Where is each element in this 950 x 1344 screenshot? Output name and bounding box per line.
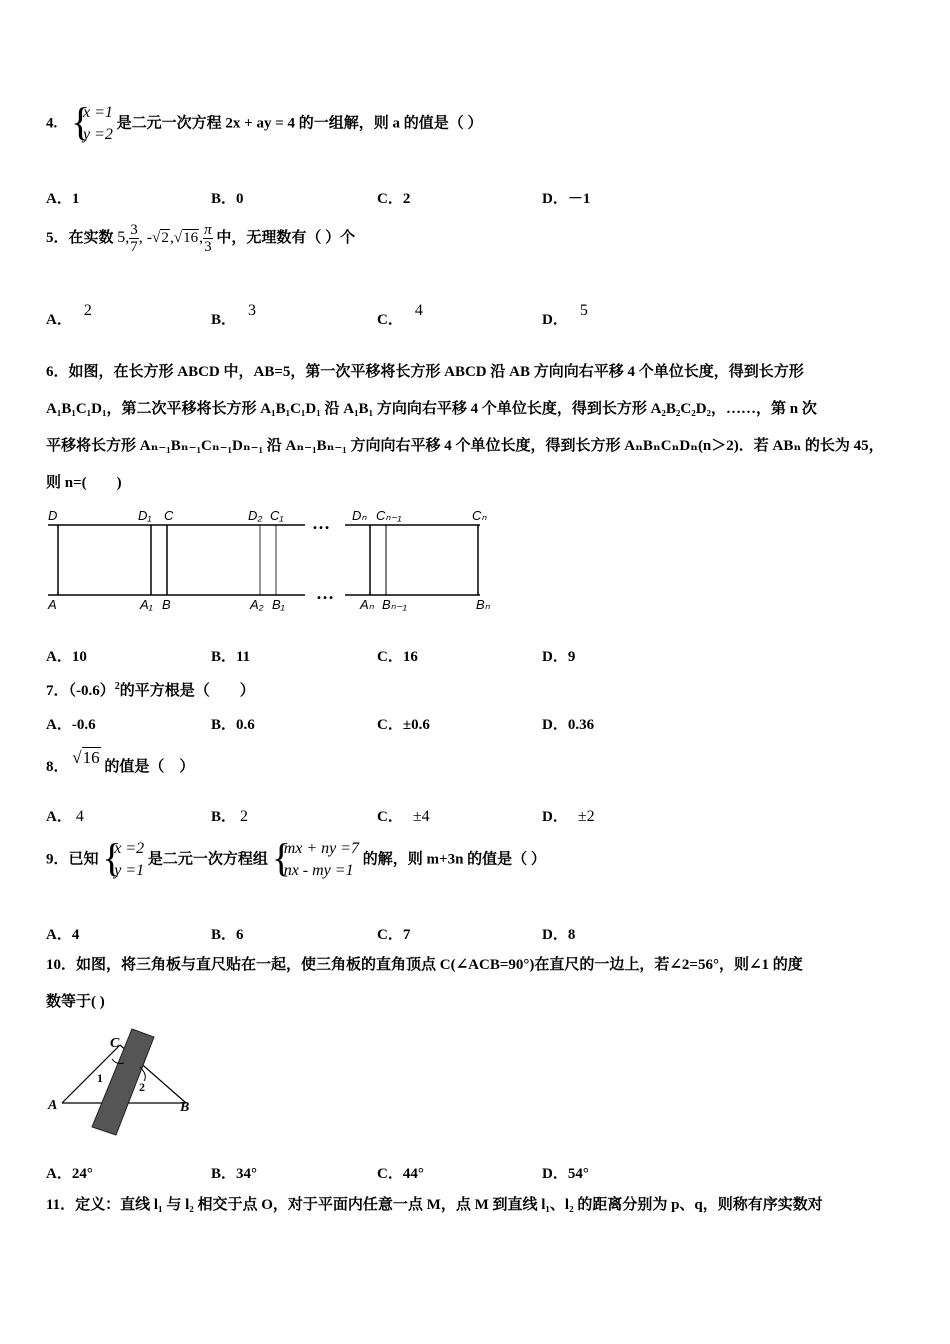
question-7 bbox=[46, 679, 255, 700]
fig6-label-Dn: Dₙ bbox=[352, 508, 367, 523]
q9-eq-y: y =1 bbox=[114, 862, 145, 879]
q9-option-a[interactable]: A．4 bbox=[46, 927, 80, 943]
q9-mid-text: 是二元一次方程组 bbox=[147, 851, 268, 868]
fig6-label-B: B bbox=[162, 597, 171, 612]
q5-sep1: , - bbox=[138, 228, 153, 246]
q10-option-c[interactable]: C．44° bbox=[377, 1166, 424, 1182]
q8-option-c[interactable]: C． ±4 bbox=[377, 808, 430, 825]
q10-triangle-ruler-figure bbox=[44, 1025, 204, 1143]
q5-pi-fraction: $\frac{\pi}{3}$ bbox=[204, 222, 212, 255]
q6-line4: 则 n=( ) bbox=[46, 475, 122, 491]
q7-sup: 2 bbox=[114, 681, 120, 692]
question-8 bbox=[46, 748, 195, 776]
q5-option-a[interactable]: A．2 bbox=[46, 302, 92, 328]
q6-line1: 6．如图，在长方形 ABCD 中，AB=5，第一次平移将长方形 ABCD 沿 AB 方向向右平移 4 个单位长度，得到长方形 bbox=[46, 364, 804, 380]
question-11 bbox=[46, 1187, 906, 1224]
fig6-label-A1: A₁ bbox=[140, 597, 153, 612]
q7-option-d[interactable]: D．0.36 bbox=[542, 717, 595, 733]
q4-option-a[interactable]: A．1 bbox=[46, 191, 80, 207]
q4-option-b[interactable]: B．0 bbox=[211, 191, 244, 207]
q6-option-c[interactable]: C．16 bbox=[377, 649, 418, 665]
fig6-label-D: D bbox=[48, 508, 58, 523]
q5-fraction: $\frac{3}{7}$ bbox=[130, 222, 138, 255]
fig6-label-Bn1: Bₙ₋₁ bbox=[382, 597, 407, 612]
q4-eq-y: y =2 bbox=[83, 126, 113, 143]
q4-option-c[interactable]: C．2 bbox=[377, 191, 411, 207]
question-5-text: 中，无理数有（ ）个 bbox=[216, 229, 356, 246]
q5-num-5: 5, bbox=[117, 228, 130, 246]
q5-sqrt16: √16 bbox=[173, 229, 199, 246]
fig6-label-A2: A₂ bbox=[250, 597, 264, 612]
fig6-label-D1: D₁ bbox=[138, 508, 152, 523]
q6-line3: 平移将长方形 Aₙ₋₁Bₙ₋₁Cₙ₋₁Dₙ₋₁ 沿 Aₙ₋₁Bₙ₋₁ 方向向右平移 4 个单位长度，得到长方形 AₙBₙCₙDₙ(n＞2)．若 ABₙ 的长为 45， bbox=[46, 438, 884, 454]
q6-line2: A₁B₁C₁D₁，第二次平移将长方形 A₁B₁C₁D₁ 沿 A₁B₁ 方向向右平移 4 个单位长度，得到长方形 A₂B₂C₂D₂，……，第 n 次 bbox=[46, 401, 817, 417]
fig6-label-C1: C₁ bbox=[270, 508, 284, 523]
question-4-number: 4. bbox=[46, 115, 58, 132]
q7-option-c[interactable]: C．±0.6 bbox=[377, 717, 430, 733]
question-9-number: 9．已知 bbox=[46, 851, 99, 868]
q5-sqrt2: √2 bbox=[152, 229, 169, 246]
q6-option-d[interactable]: D．9 bbox=[542, 649, 576, 665]
fig6-label-Bn: Bₙ bbox=[476, 597, 490, 612]
fig6-label-Cn1: Cₙ₋₁ bbox=[376, 508, 402, 523]
q10-option-b[interactable]: B．34° bbox=[211, 1166, 258, 1182]
q8-option-a[interactable]: A． 4 bbox=[46, 808, 84, 825]
q4-equation-system: { x =1 y =2 bbox=[71, 99, 113, 144]
q5-option-d[interactable]: D．5 bbox=[542, 302, 588, 328]
question-5-number: 5．在实数 bbox=[46, 229, 114, 246]
q9-option-c[interactable]: C．7 bbox=[377, 927, 411, 943]
question-9 bbox=[46, 835, 546, 882]
q10-option-d[interactable]: D．54° bbox=[542, 1166, 589, 1182]
q7-text-a: 7．（-0.6） bbox=[46, 683, 115, 699]
q5-sep3: , bbox=[199, 228, 204, 246]
question-4 bbox=[46, 99, 483, 146]
question-9-text: 的解，则 m+3n 的值是（ ） bbox=[362, 851, 546, 868]
q9-option-d[interactable]: D．8 bbox=[542, 927, 576, 943]
fig6-label-A: A bbox=[48, 597, 57, 612]
q8-option-d[interactable]: D． ±2 bbox=[542, 808, 595, 825]
fig10-angle-1: 1 bbox=[97, 1071, 103, 1085]
q5-option-c[interactable]: C．4 bbox=[377, 302, 423, 328]
fig10-label-B: B bbox=[180, 1100, 190, 1115]
q10-line2: 数等于( ) bbox=[46, 994, 105, 1010]
q9-solution-system: { x =2 y =1 bbox=[102, 835, 145, 880]
fig6-dots-bottom: … bbox=[316, 583, 334, 603]
q8-option-b[interactable]: B． 2 bbox=[211, 808, 249, 825]
fig10-label-A: A bbox=[48, 1098, 58, 1113]
q9-eq-1: mx + ny =7 bbox=[283, 840, 360, 857]
q7-text-b: 的平方根是（ ） bbox=[119, 683, 255, 699]
question-8-number: 8． bbox=[46, 759, 69, 775]
fig6-label-Cn: Cₙ bbox=[472, 508, 487, 523]
q6-option-b[interactable]: B．11 bbox=[211, 649, 251, 665]
fig6-label-B1: B₁ bbox=[272, 597, 285, 612]
q9-eq-2: nx - my =1 bbox=[283, 862, 354, 879]
q10-line1: 10．如图，将三角板与直尺贴在一起，使三角板的直角顶点 C(∠ACB=90°)在直尺的一边上，若∠2=56°，则∠1 的度 bbox=[46, 957, 803, 973]
q9-equation-system: { mx + ny =7 nx - my =1 bbox=[271, 835, 360, 880]
question-5 bbox=[46, 222, 355, 255]
q8-sqrt16: √16 bbox=[72, 748, 100, 767]
q4-eq-x: x =1 bbox=[83, 104, 113, 121]
question-10 bbox=[46, 947, 906, 1021]
q7-option-a[interactable]: A．-0.6 bbox=[46, 717, 96, 733]
fig6-label-D2: D₂ bbox=[248, 508, 263, 523]
fig6-label-C: C bbox=[164, 508, 174, 523]
q5-option-b[interactable]: B．3 bbox=[211, 302, 257, 328]
q6-option-a[interactable]: A．10 bbox=[46, 649, 87, 665]
q4-option-d[interactable]: D．－1 bbox=[542, 191, 591, 207]
q11-line1: 11．定义：直线 l₁ 与 l₂ 相交于点 O，对于平面内任意一点 M，点 M 到直线 l₁、l₂ 的距离分别为 p、q，则称有序实数对 bbox=[46, 1197, 823, 1213]
fig6-label-An: Aₙ bbox=[360, 597, 374, 612]
fig10-label-C: C bbox=[110, 1036, 120, 1051]
q9-option-b[interactable]: B．6 bbox=[211, 927, 244, 943]
question-8-text: 的值是（ ） bbox=[104, 759, 195, 775]
q7-option-b[interactable]: B．0.6 bbox=[211, 717, 255, 733]
question-4-text: 是二元一次方程 2x + ay = 4 的一组解，则 a 的值是（ ） bbox=[116, 115, 483, 132]
question-6 bbox=[46, 354, 906, 502]
q9-eq-x: x =2 bbox=[114, 840, 145, 857]
q10-option-a[interactable]: A．24° bbox=[46, 1166, 93, 1182]
q5-sep2: , bbox=[169, 228, 174, 246]
fig6-dots-top: … bbox=[312, 513, 330, 533]
fig10-angle-2: 2 bbox=[139, 1080, 145, 1094]
q6-rectangle-figure bbox=[40, 505, 510, 623]
